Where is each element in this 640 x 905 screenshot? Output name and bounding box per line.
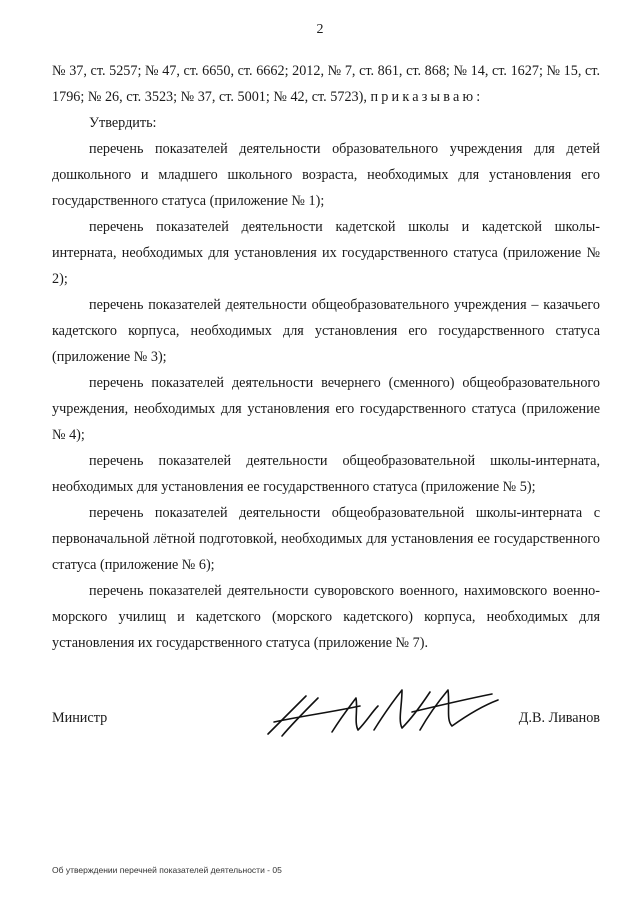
intro-text: № 37, ст. 5257; № 47, ст. 6650, ст. 6662; 2012, № 7, ст. 861, ст. 868; № 14, ст. 1627; № 15, ст. 1796; № 26, ст. 3523; № 37, ст. 5001; № 42, ст. 5723), [52, 63, 600, 105]
page-number: 2 [316, 22, 324, 37]
signatory-title: Министр [52, 710, 108, 726]
signature-block [52, 676, 600, 746]
list-item: перечень показателей деятельности общеобразовательной школы-интерната с первоначальной лётной подготовкой, необходимых для установления ее государственного статуса (приложение № 6); [52, 505, 600, 573]
order-word: приказываю: [370, 89, 484, 105]
list-item: перечень показателей деятельности суворовского военного, нахимовского военно-морского училищ и кадетского (морского кадетского) корпуса, необходимых для установления их государственного статуса (приложение № 7). [52, 583, 600, 651]
document-body [52, 58, 600, 656]
approve-label: Утвердить: [89, 115, 157, 131]
footer-note: Об утверждении перечней показателей деятельности - 05 [52, 865, 282, 875]
list-item: перечень показателей деятельности общеобразовательной школы-интерната, необходимых для установления ее государственного статуса (приложение № 5); [52, 453, 600, 495]
signatory-name: Д.В. Ливанов [518, 710, 600, 726]
list-item: перечень показателей деятельности общеобразовательного учреждения – казачьего кадетского корпуса, необходимых для установления его государственного статуса (приложение № 3); [52, 297, 600, 365]
handwritten-signature [262, 676, 502, 746]
list-item: перечень показателей деятельности вечернего (сменного) общеобразовательного учреждения, необходимых для установления его государственного статуса (приложение № 4); [52, 375, 600, 443]
list-item: перечень показателей деятельности кадетской школы и кадетской школы-интерната, необходимых для установления их государственного статуса (приложение № 2); [52, 219, 600, 287]
intro-paragraph [52, 58, 600, 110]
list-item: перечень показателей деятельности образовательного учреждения для детей дошкольного и младшего школьного возраста, необходимых для установления его государственного статуса (приложение № 1); [52, 141, 600, 209]
